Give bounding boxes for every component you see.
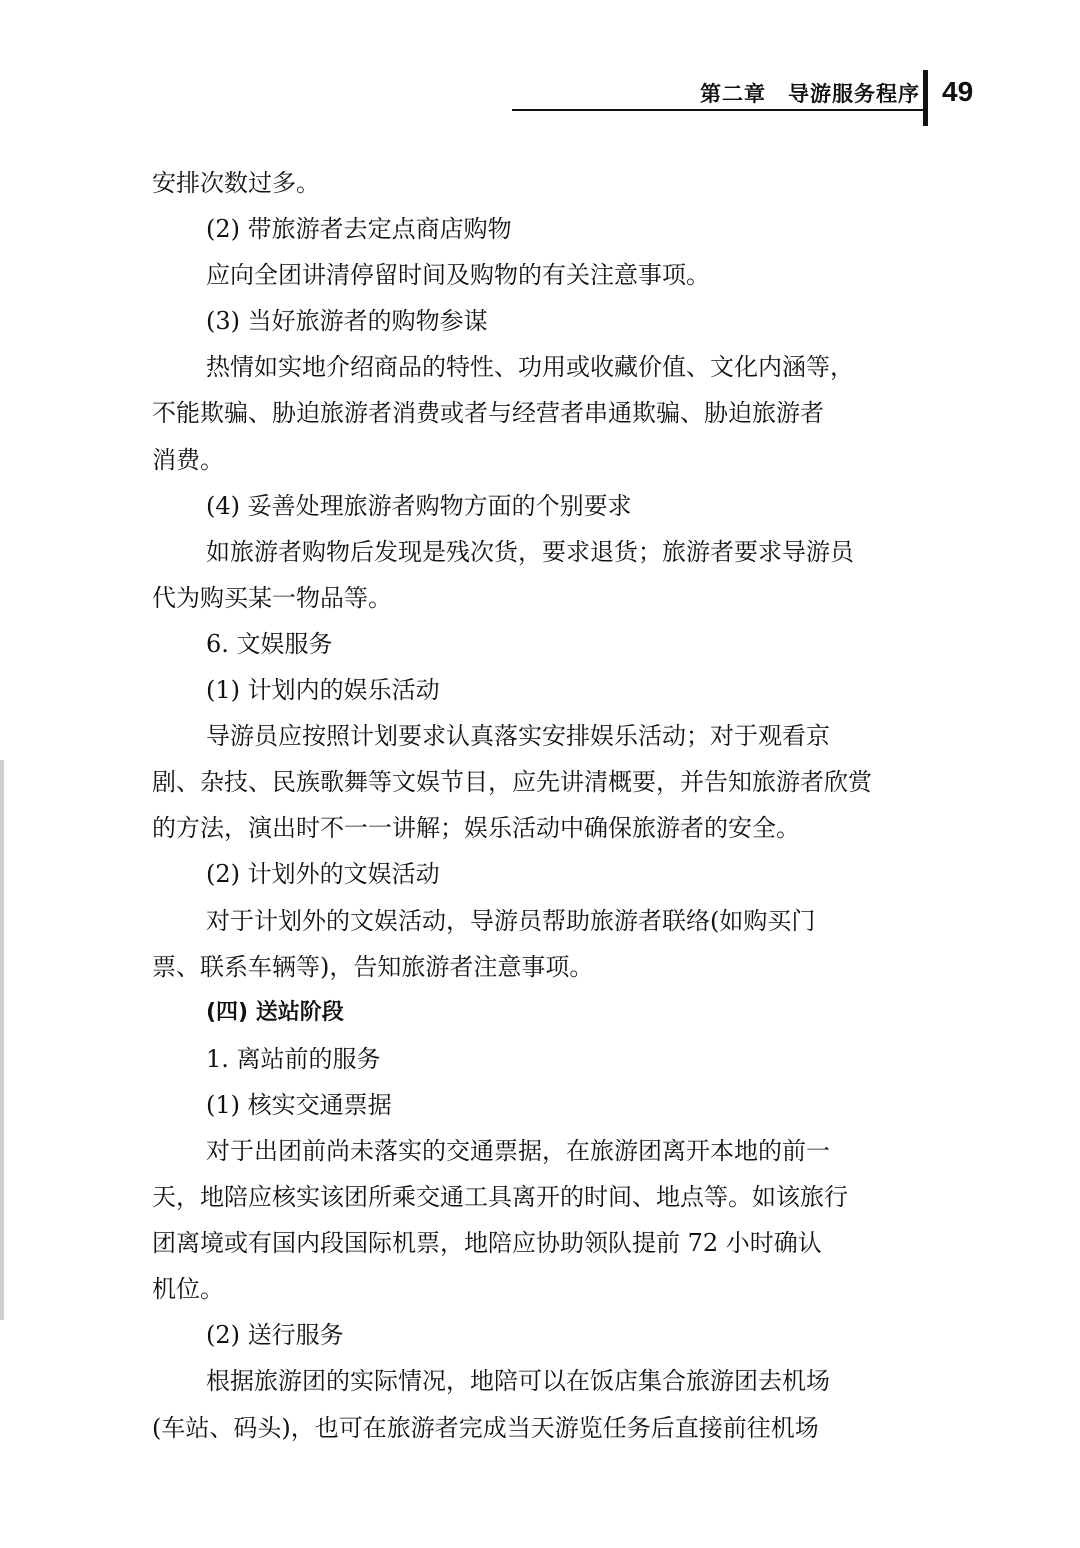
text-line: (1) 计划内的娱乐活动 bbox=[206, 676, 440, 705]
body-text bbox=[152, 160, 926, 1451]
text-line: 1. 离站前的服务 bbox=[206, 1044, 381, 1073]
text-line: 应向全团讲清停留时间及购物的有关注意事项。 bbox=[206, 261, 710, 290]
running-header bbox=[512, 70, 982, 126]
scan-edge bbox=[0, 760, 4, 1320]
text-line: 热情如实地介绍商品的特性、功用或收藏价值、文化内涵等， bbox=[206, 353, 854, 382]
text-line: 团离境或有国内段国际机票，地陪应协助领队提前 72 小时确认 bbox=[152, 1229, 822, 1258]
text-line: 对于计划外的文娱活动，导游员帮助旅游者联络(如购买门 bbox=[206, 906, 816, 935]
text-line: 天，地陪应核实该团所乘交通工具离开的时间、地点等。如该旅行 bbox=[152, 1183, 848, 1212]
text-line: 代为购买某一物品等。 bbox=[152, 583, 392, 612]
text-line: 不能欺骗、胁迫旅游者消费或者与经营者串通欺骗、胁迫旅游者 bbox=[152, 399, 824, 428]
text-line: 机位。 bbox=[152, 1275, 224, 1304]
text-line: 安排次数过多。 bbox=[152, 169, 320, 197]
text-line: (3) 当好旅游者的购物参谋 bbox=[206, 307, 488, 336]
text-line: 对于出团前尚未落实的交通票据，在旅游团离开本地的前一 bbox=[206, 1136, 830, 1165]
header-bar bbox=[923, 70, 928, 126]
header-rule bbox=[512, 109, 923, 111]
text-line: 导游员应按照计划要求认真落实安排娱乐活动；对于观看京 bbox=[206, 722, 830, 751]
text-line: 票、联系车辆等)，告知旅游者注意事项。 bbox=[152, 952, 594, 981]
text-line: 如旅游者购物后发现是残次货，要求退货；旅游者要求导游员 bbox=[206, 537, 854, 566]
text-line: 6. 文娱服务 bbox=[206, 629, 333, 658]
text-line: (车站、码头)，也可在旅游者完成当天游览任务后直接前往机场 bbox=[152, 1413, 819, 1442]
text-line: 根据旅游团的实际情况，地陪可以在饭店集合旅游团去机场 bbox=[206, 1367, 830, 1396]
chapter-title: 第二章 导游服务程序 bbox=[700, 82, 920, 106]
text-line: (4) 妥善处理旅游者购物方面的个别要求 bbox=[206, 491, 632, 520]
text-line: 剧、杂技、民族歌舞等文娱节目，应先讲清概要，并告知旅游者欣赏 bbox=[152, 768, 872, 797]
text-line: (2) 送行服务 bbox=[206, 1321, 344, 1350]
text-line: 的方法，演出时不一一讲解；娱乐活动中确保旅游者的安全。 bbox=[152, 814, 800, 843]
text-line: (2) 带旅游者去定点商店购物 bbox=[206, 215, 512, 244]
text-line: (2) 计划外的文娱活动 bbox=[206, 860, 440, 889]
text-line: 消费。 bbox=[152, 445, 224, 474]
text-line: (四) 送站阶段 bbox=[206, 999, 344, 1025]
page-number: 49 bbox=[942, 76, 974, 107]
text-line: (1) 核实交通票据 bbox=[206, 1090, 392, 1119]
